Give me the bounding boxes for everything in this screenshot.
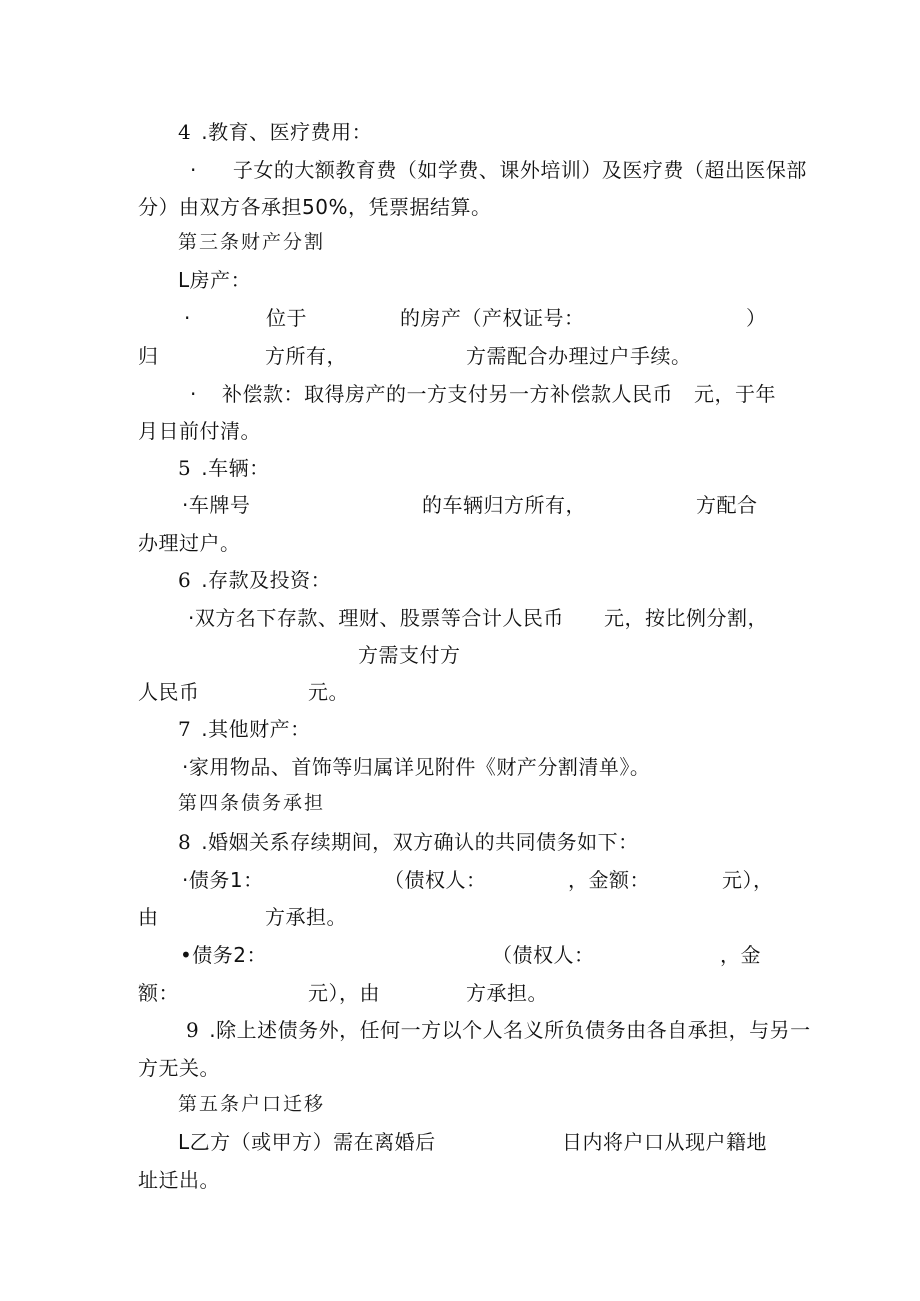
bullet: · [190,382,197,406]
article-3-heading: 第三条财产分割 [178,231,326,253]
text-segment: 的车辆归方所有， [422,493,586,517]
text-segment: 日内将户口从现户籍地 [562,1130,767,1154]
text-segment: 的房产（产权证号： [400,306,585,330]
paragraph-text: 办理过户。 [138,531,241,555]
text-segment: 补偿款：取得房产的一方支付另一方补偿款人民币 [222,382,673,406]
text-segment: 元，按比例分割， [604,606,768,630]
item-4-heading [178,119,372,145]
text-segment: ·双方名下存款、理财、股票等合计人民币 [188,606,564,630]
paragraph-line [138,679,438,705]
paragraph-line [138,194,491,220]
text-segment: 方所有， [265,344,347,368]
paragraph-text: 址迁出。 [138,1168,220,1192]
paragraph-line [138,904,438,930]
text-segment: ·债务1： [182,868,264,892]
paragraph-line [182,754,650,780]
item-1-heading [178,267,251,293]
paragraph-text: 子女的大额教育费（如学费、课外培训）及医疗费（超出医保部 [232,158,807,182]
paragraph-line [182,492,782,518]
item-title: .车辆： [201,456,270,480]
text-segment: 由 [138,905,159,929]
item-title: .婚姻关系存续期间，双方确认的共同债务如下： [201,830,639,854]
item-number: 6 [178,568,192,592]
item-number: 9 [186,1018,200,1042]
paragraph-text: 方需支付方 [358,643,461,667]
text-segment: •债务2： [180,943,268,967]
paragraph-line [180,942,780,968]
text-segment: 元，于年 [694,382,776,406]
paragraph-line [138,530,241,556]
item-7-heading [178,716,311,742]
paragraph-text: 月日前付清。 [138,419,261,443]
item-title: .存款及投资： [201,568,332,592]
paragraph-line [188,605,788,631]
item-6-heading [178,567,331,593]
text-segment: （债权人： [384,868,487,892]
article-4-heading: 第四条债务承担 [178,792,326,814]
text-segment: 方配合 [696,493,758,517]
text-segment: 归 [138,344,159,368]
paragraph-line [138,343,698,369]
item-title: L房产： [178,268,252,292]
text-segment: ，金额： [568,868,650,892]
text-segment: ，金 [720,943,761,967]
paragraph-line [182,867,782,893]
paragraph-text: .除上述债务外，任何一方以个人名义所负债务由各自承担，与另一 [209,1018,811,1042]
text-segment: 元。 [308,680,349,704]
paragraph-line [138,1055,220,1081]
text-segment: L乙方（或甲方）需在离婚后 [178,1130,436,1154]
text-segment: 元）， [722,868,774,892]
item-title: .其他财产： [201,717,311,741]
paragraph-line [358,642,461,668]
paragraph-text: 方无关。 [138,1056,220,1080]
paragraph-line [190,381,790,407]
paragraph-line [178,1129,778,1155]
text-segment: （债权人： [492,943,595,967]
text-segment: 位于 [266,306,307,330]
paragraph-line [138,980,598,1006]
article-5-heading: 第五条户口迁移 [178,1093,326,1115]
item-8-heading [178,829,639,855]
paragraph-line [184,305,784,331]
text-segment: 方需配合办理过户手续。 [466,344,692,368]
text-segment: ） [746,306,767,330]
text-segment: 方承担。 [466,981,548,1005]
bullet: · [184,306,191,330]
paragraph-line [138,1167,220,1193]
paragraph-line [138,418,261,444]
paragraph-text: ·家用物品、首饰等归属详见附件《财产分割清单》。 [182,755,651,779]
item-5-heading [178,455,270,481]
bullet: · [190,158,197,182]
paragraph-line [190,157,807,183]
text-segment: 额： [138,981,179,1005]
paragraph-text: 分）由双方各承担50%，凭票据结算。 [138,195,492,219]
text-segment: 人民币 [138,680,200,704]
text-segment: 方承担。 [265,905,347,929]
item-number: 8 [178,830,192,854]
text-segment: ·车牌号 [182,493,251,517]
item-9-paragraph [186,1017,811,1043]
item-title: .教育、医疗费用： [201,120,373,144]
text-segment: 元），由 [308,981,380,1005]
item-number: 4 [178,120,192,144]
item-number: 5 [178,456,192,480]
item-number: 7 [178,717,192,741]
